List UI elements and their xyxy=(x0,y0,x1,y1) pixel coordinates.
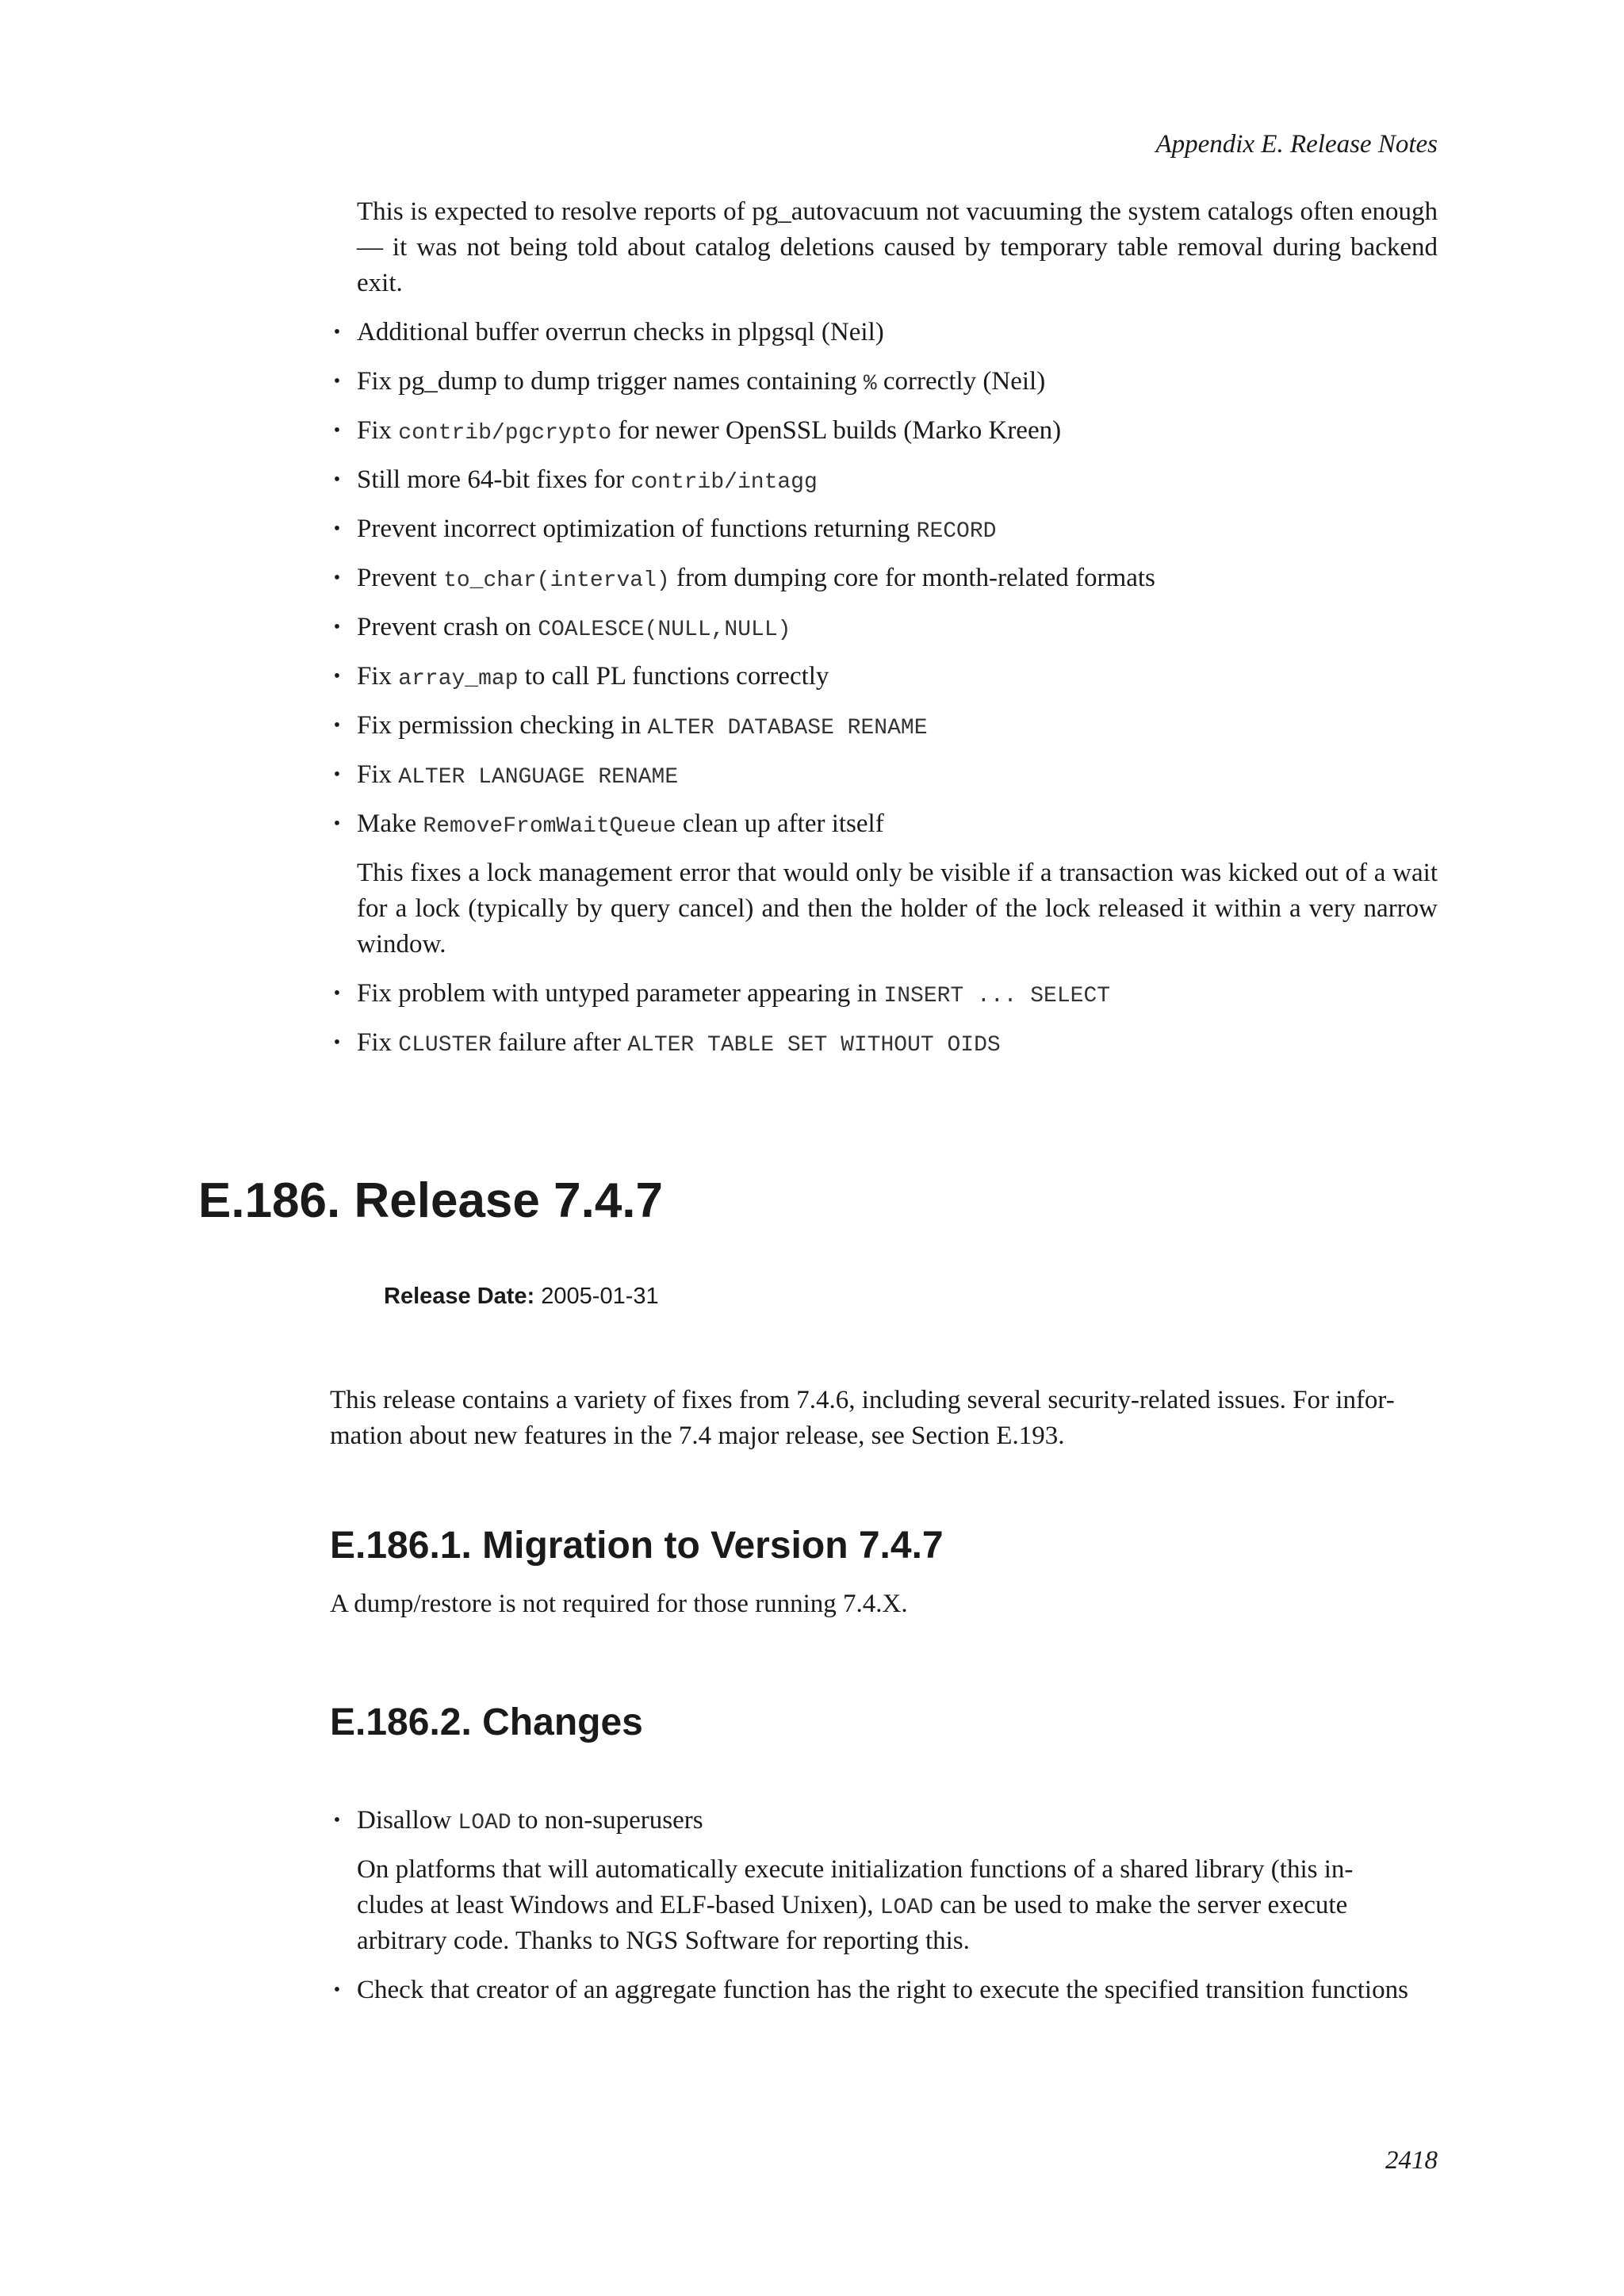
section-title: E.186. Release 7.4.7 xyxy=(198,1173,664,1228)
load-paragraph-line: arbitrary code. Thanks to NGS Software for reporting this. xyxy=(357,1927,970,1955)
bullet-icon: • xyxy=(333,469,341,490)
list-item: • Fix permission checking in ALTER DATABASE RENAME xyxy=(357,708,1438,746)
list-item: • Prevent to_char(interval) from dumping core for month-related formats xyxy=(357,561,1438,599)
inline-code: RECORD xyxy=(916,519,997,544)
load-paragraph-line: cludes at least Windows and ELF-based Unixen), LOAD can be used to make the server execute xyxy=(357,1891,1348,1920)
migration-text: A dump/restore is not required for those running 7.4.X. xyxy=(330,1590,908,1618)
list-item: • Additional buffer overrun checks in plpgsql (Neil) xyxy=(357,315,1438,350)
list-item: • Make RemoveFromWaitQueue clean up after itself xyxy=(357,806,1438,844)
inline-code: INSERT ... SELECT xyxy=(883,984,1111,1008)
inline-code: ALTER TABLE SET WITHOUT OIDS xyxy=(627,1033,1001,1058)
bullet-icon: • xyxy=(333,322,341,342)
list-item: • Fix CLUSTER failure after ALTER TABLE SET WITHOUT OIDS xyxy=(357,1025,1438,1063)
bullet-icon: • xyxy=(333,1810,341,1831)
release-date xyxy=(384,1282,659,1311)
inline-code: RemoveFromWaitQueue xyxy=(423,814,676,839)
bullet-icon: • xyxy=(333,813,341,834)
bullet-icon: • xyxy=(333,666,341,687)
bullet-icon: • xyxy=(333,983,341,1004)
bullet-icon: • xyxy=(333,371,341,392)
list-item: • Fix ALTER LANGUAGE RENAME xyxy=(357,757,1438,795)
bullet-icon: • xyxy=(333,1032,341,1053)
autovacuum-paragraph: This is expected to resolve reports of pg_autovacuum not vacuuming the system catalogs often enough — it was not being told about catalog deletions caused by temporary table removal during backend exit. xyxy=(357,197,1438,297)
running-header: Appendix E. Release Notes xyxy=(1155,130,1438,159)
inline-code: to_char(interval) xyxy=(443,568,670,593)
inline-code: array_map xyxy=(398,667,519,691)
release-date-value: 2005-01-31 xyxy=(541,1284,659,1309)
bullet-icon: • xyxy=(333,617,341,637)
bullet-icon: • xyxy=(333,420,341,441)
bullet-icon: • xyxy=(333,715,341,736)
load-paragraph-line: On platforms that will automatically execute initialization functions of a shared library (this in- xyxy=(357,1855,1354,1884)
bullet-icon: • xyxy=(333,568,341,588)
inline-code: % xyxy=(863,372,877,396)
inline-code: ALTER LANGUAGE RENAME xyxy=(398,765,679,790)
changes-heading: E.186.2. Changes xyxy=(330,1701,643,1743)
release-date-label: Release Date: xyxy=(384,1284,535,1309)
list-item: • Fix problem with untyped parameter appearing in INSERT ... SELECT xyxy=(357,976,1438,1014)
page-number: 2418 xyxy=(1385,2146,1438,2175)
lock-paragraph: This fixes a lock management error that would only be visible if a transaction was kicked out of a wait for a lock (typically by query cancel) and then the holder of the lock released it within a very narrow window. xyxy=(357,859,1438,959)
inline-code: ALTER DATABASE RENAME xyxy=(647,716,928,740)
list-item: • Fix array_map to call PL functions correctly xyxy=(357,659,1438,697)
list-item: • Still more 64-bit fixes for contrib/intagg xyxy=(357,462,1438,500)
list-item: • Check that creator of an aggregate function has the right to execute the specified transition functions xyxy=(357,1973,1438,2008)
inline-code: LOAD xyxy=(879,1896,933,1920)
list-item: • Prevent crash on COALESCE(NULL,NULL) xyxy=(357,610,1438,648)
inline-code: contrib/pgcrypto xyxy=(398,421,612,446)
bullet-icon: • xyxy=(333,519,341,539)
list-item: • Disallow LOAD to non-superusers xyxy=(357,1803,1438,1841)
bullet-icon: • xyxy=(333,764,341,785)
list-item: • Prevent incorrect optimization of functions returning RECORD xyxy=(357,511,1438,549)
inline-code: LOAD xyxy=(458,1811,511,1835)
inline-code: CLUSTER xyxy=(398,1033,492,1058)
bullet-icon: • xyxy=(333,1980,341,2000)
intro-line: This release contains a variety of fixes from 7.4.6, including several security-related issues. For infor- xyxy=(330,1386,1395,1414)
list-item: • Fix contrib/pgcrypto for newer OpenSSL builds (Marko Kreen) xyxy=(357,413,1438,451)
inline-code: contrib/intagg xyxy=(630,470,818,495)
list-item: • Fix pg_dump to dump trigger names containing % correctly (Neil) xyxy=(357,364,1438,402)
inline-code: COALESCE(NULL,NULL) xyxy=(538,618,791,642)
intro-line: mation about new features in the 7.4 major release, see Section E.193. xyxy=(330,1422,1065,1450)
migration-heading: E.186.1. Migration to Version 7.4.7 xyxy=(330,1525,944,1567)
